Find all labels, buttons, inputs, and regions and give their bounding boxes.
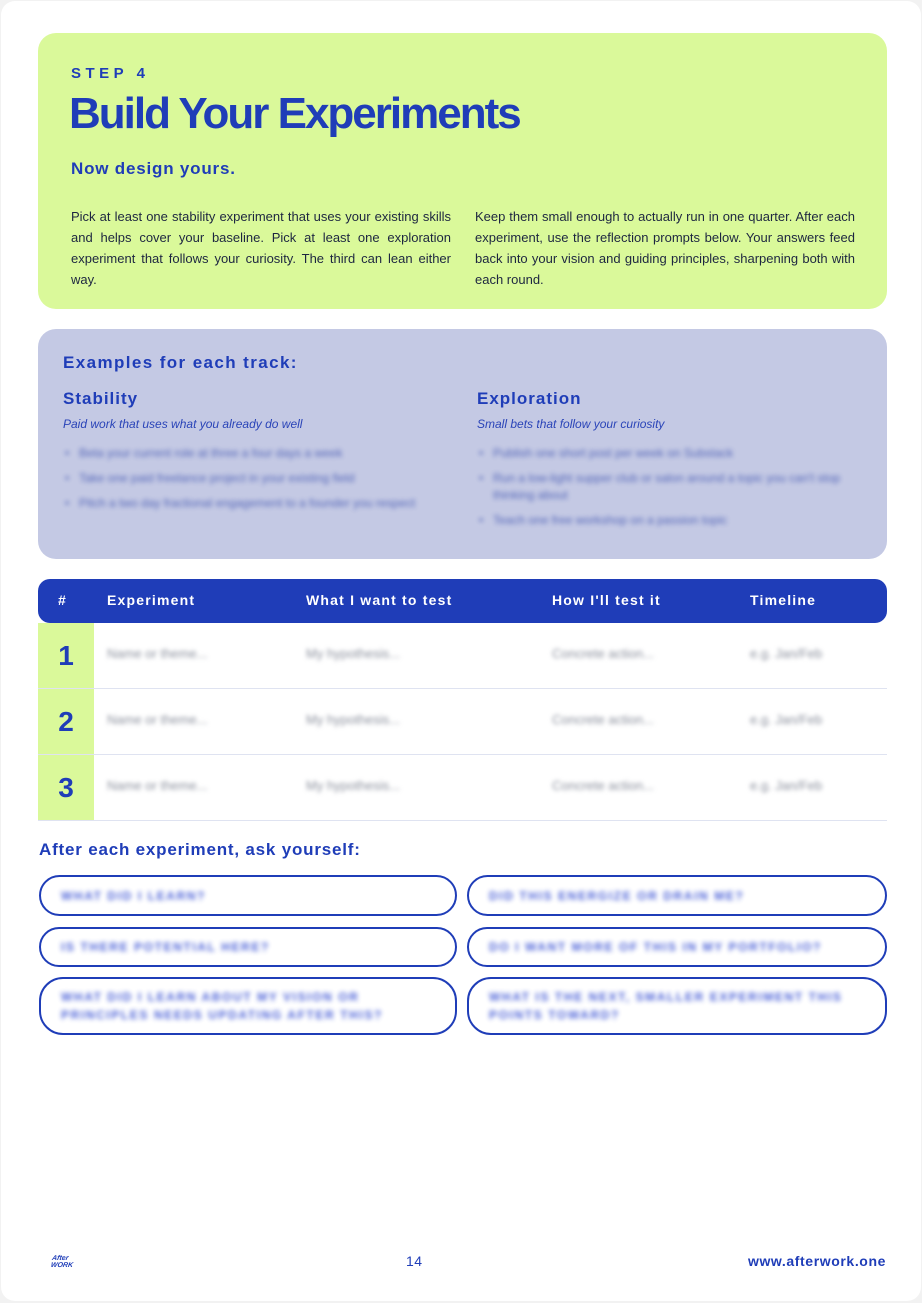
reflection-prompt[interactable] — [467, 875, 887, 916]
reflection-prompt[interactable] — [39, 977, 457, 1035]
hypothesis-field[interactable]: My hypothesis... — [306, 778, 400, 793]
afterwork-logo — [49, 1255, 80, 1273]
row-number: 1 — [38, 623, 94, 688]
list-item: • Run a low-light supper club or salon around a topic you can't stop thinking about — [477, 470, 857, 504]
table-row — [38, 689, 887, 755]
table-row — [38, 755, 887, 821]
timeline-field[interactable]: e.g. Jan/Feb — [750, 778, 823, 793]
subtitle: Now design yours. — [71, 159, 236, 178]
page-title: Build Your Experiments — [69, 89, 520, 138]
exploration-title: Exploration — [477, 389, 582, 408]
experiment-field[interactable]: Name or theme... — [107, 646, 208, 661]
timeline-field[interactable]: e.g. Jan/Feb — [750, 646, 823, 661]
step-label: STEP 4 — [71, 65, 150, 82]
intro-paragraph-left: Pick at least one stability experiment that uses your existing skills and helps cover your baseline. Pick at least one exploration experiment that follows your curiosity. The third can lean either way. — [71, 209, 451, 287]
prompt-text: DO I WANT MORE OF THIS IN MY PORTFOLIO? — [489, 940, 822, 954]
list-item: • Take one paid freelance project in your existing field — [63, 470, 443, 487]
stability-subtitle: Paid work that uses what you already do well — [63, 417, 303, 431]
action-field[interactable]: Concrete action... — [552, 778, 654, 793]
list-item: • Publish one short post per week on Substack — [477, 445, 857, 462]
page-number: 14 — [406, 1253, 423, 1269]
prompt-text: WHAT DID I LEARN ABOUT MY VISION OR PRINCIPLES NEEDS UPDATING AFTER THIS? — [61, 990, 383, 1022]
table-header — [38, 579, 887, 623]
logo-text-top: After — [51, 1255, 69, 1262]
logo-text-bottom: WORK — [50, 1262, 74, 1269]
experiment-field[interactable]: Name or theme... — [107, 712, 208, 727]
row-number: 2 — [38, 689, 94, 754]
stability-title: Stability — [63, 389, 139, 408]
hypothesis-field[interactable]: My hypothesis... — [306, 646, 400, 661]
list-item: • Beta your current role at three a four days a week — [63, 445, 443, 462]
exploration-subtitle: Small bets that follow your curiosity — [477, 417, 665, 431]
intro-paragraph-right: Keep them small enough to actually run in one quarter. After each experiment, use the reflection prompts below. Your answers feed back into your vision and guiding principles, sharpening both with each round. — [475, 209, 855, 287]
row-number: 3 — [38, 755, 94, 820]
header-experiment: Experiment — [107, 592, 196, 608]
reflection-prompt[interactable] — [467, 927, 887, 967]
reflection-prompt[interactable] — [39, 927, 457, 967]
stability-list — [63, 445, 443, 512]
examples-heading: Examples for each track: — [63, 353, 298, 372]
hero-card — [38, 33, 887, 309]
website-link[interactable]: www.afterwork.one — [747, 1253, 886, 1269]
header-how-to-test: How I'll test it — [552, 592, 661, 608]
exploration-list — [477, 445, 857, 529]
header-number: # — [58, 592, 67, 608]
action-field[interactable]: Concrete action... — [552, 646, 654, 661]
exploration-track — [477, 389, 857, 537]
timeline-field[interactable]: e.g. Jan/Feb — [750, 712, 823, 727]
reflection-prompt[interactable] — [39, 875, 457, 916]
header-timeline: Timeline — [750, 592, 817, 608]
reflection-heading: After each experiment, ask yourself: — [39, 840, 361, 859]
header-what-to-test: What I want to test — [306, 592, 453, 608]
examples-card — [38, 329, 887, 559]
prompt-text: WHAT DID I LEARN? — [61, 888, 206, 903]
experiments-table — [38, 579, 887, 821]
hypothesis-field[interactable]: My hypothesis... — [306, 712, 400, 727]
list-item: • Pitch a two day fractional engagement to a founder you respect — [63, 495, 443, 512]
stability-track — [63, 389, 443, 520]
page — [1, 1, 921, 1301]
table-row — [38, 623, 887, 689]
prompt-text: IS THERE POTENTIAL HERE? — [61, 940, 270, 954]
action-field[interactable]: Concrete action... — [552, 712, 654, 727]
list-item: • Teach one free workshop on a passion topic — [477, 512, 857, 529]
prompt-text: DID THIS ENERGIZE OR DRAIN ME? — [489, 888, 745, 903]
prompt-text: WHAT IS THE NEXT, SMALLER EXPERIMENT THIS POINTS TOWARD? — [489, 990, 843, 1022]
experiment-field[interactable]: Name or theme... — [107, 778, 208, 793]
reflection-prompt[interactable] — [467, 977, 887, 1035]
